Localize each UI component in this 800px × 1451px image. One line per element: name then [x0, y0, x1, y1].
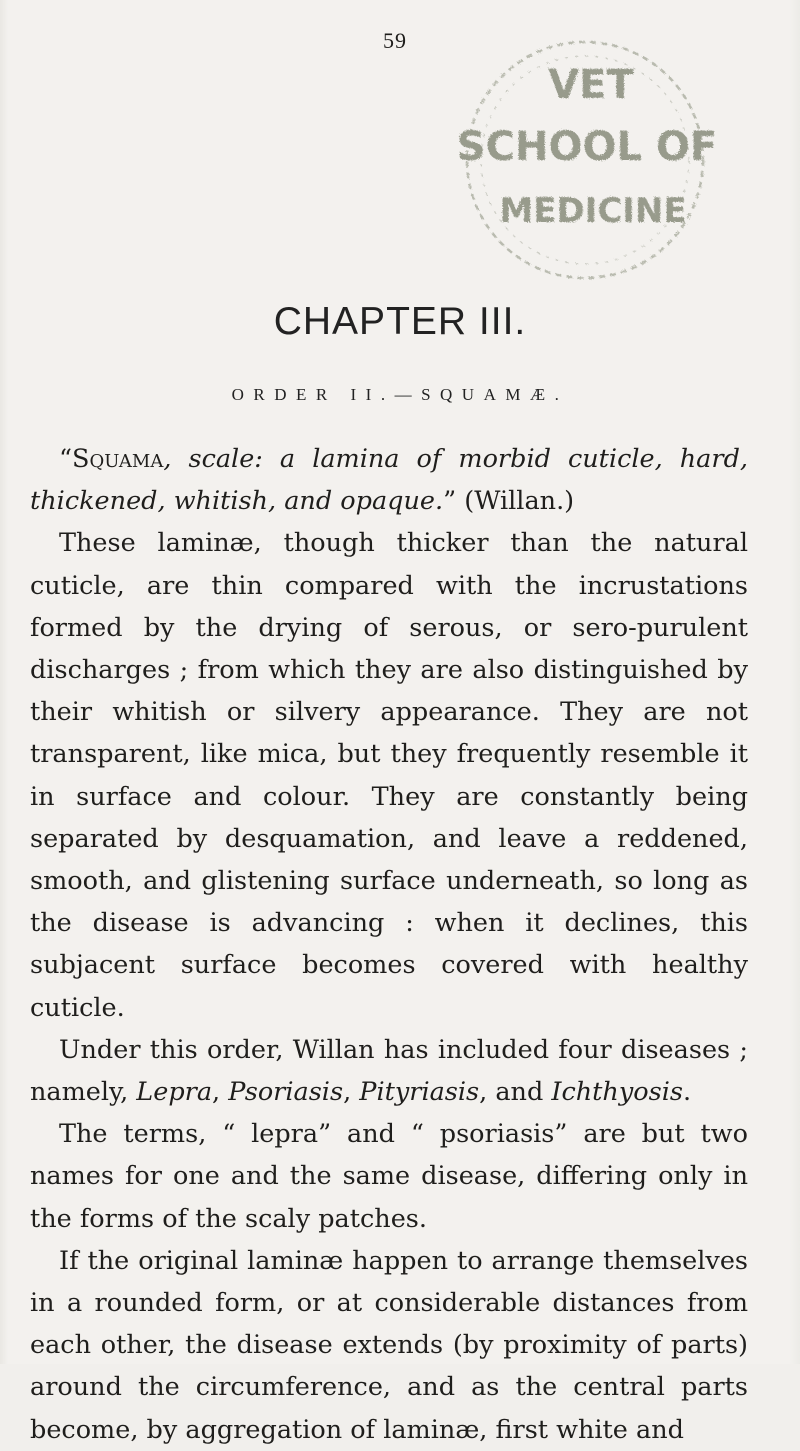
library-stamp [415, 10, 718, 310]
definition-gloss: , scale: a lamina of morbid cuticle, hard, thickened, whitish, and opaque. [30, 444, 748, 517]
definition-attribution: (Willan.) [456, 486, 575, 517]
paragraph-3: The terms, “ lepra” and “ psoriasis” are but two names for one and the same disease, differing only in the forms of the scaly patches. [30, 1119, 748, 1234]
definition-term: Squama [72, 444, 164, 474]
order-heading: ORDER II.—SQUAMÆ. [231, 385, 569, 404]
paragraph-1: These laminæ, though thicker than the natural cuticle, are thin compared with the incrustations formed by the drying of serous, or sero-purulent discharges ; from which they are also distinguished by their whitish or silvery appearance. They are not transparent, like mica, but they frequently resemble it in surface and colour. They are constantly being separated by desquamation, and leave a reddened, smooth, and glistening surface underneath, so long as the disease is advancing : when it declines, this subjacent surface becomes covered with healthy cuticle. [30, 528, 748, 1023]
chapter-title: CHAPTER III. [273, 300, 527, 343]
disease-lepra: Lepra [136, 1077, 213, 1108]
stamp-line-3: MEDICINE [499, 191, 687, 231]
close-quote: ” [443, 486, 457, 517]
definition-paragraph [30, 438, 748, 522]
stamp-line-2: SCHOOL OF [456, 124, 718, 170]
paragraph-2 [30, 1029, 748, 1113]
disease-ichthyosis: Ichthyosis [551, 1077, 683, 1108]
open-quote: “ [59, 444, 73, 474]
disease-psoriasis: Psoriasis [228, 1077, 344, 1108]
page-number: 59 [383, 28, 407, 53]
terminal-period: . [682, 1077, 692, 1108]
body-text [30, 438, 748, 1451]
paragraph-2-intro: Under this order, Willan has included four diseases ; namely, [30, 1034, 748, 1108]
separator: , [212, 1077, 229, 1108]
paragraph-4: If the original laminæ happen to arrange themselves in a rounded form, or at considerable distances from each other, the disease extends (by proximity of parts) around the circumference, and as the central parts become, by aggregation of laminæ, first white and [30, 1245, 748, 1445]
stamp-line-1: VET [548, 62, 634, 108]
separator: , and [479, 1077, 552, 1108]
separator: , [343, 1077, 360, 1108]
disease-pityriasis: Pityriasis [359, 1077, 480, 1108]
